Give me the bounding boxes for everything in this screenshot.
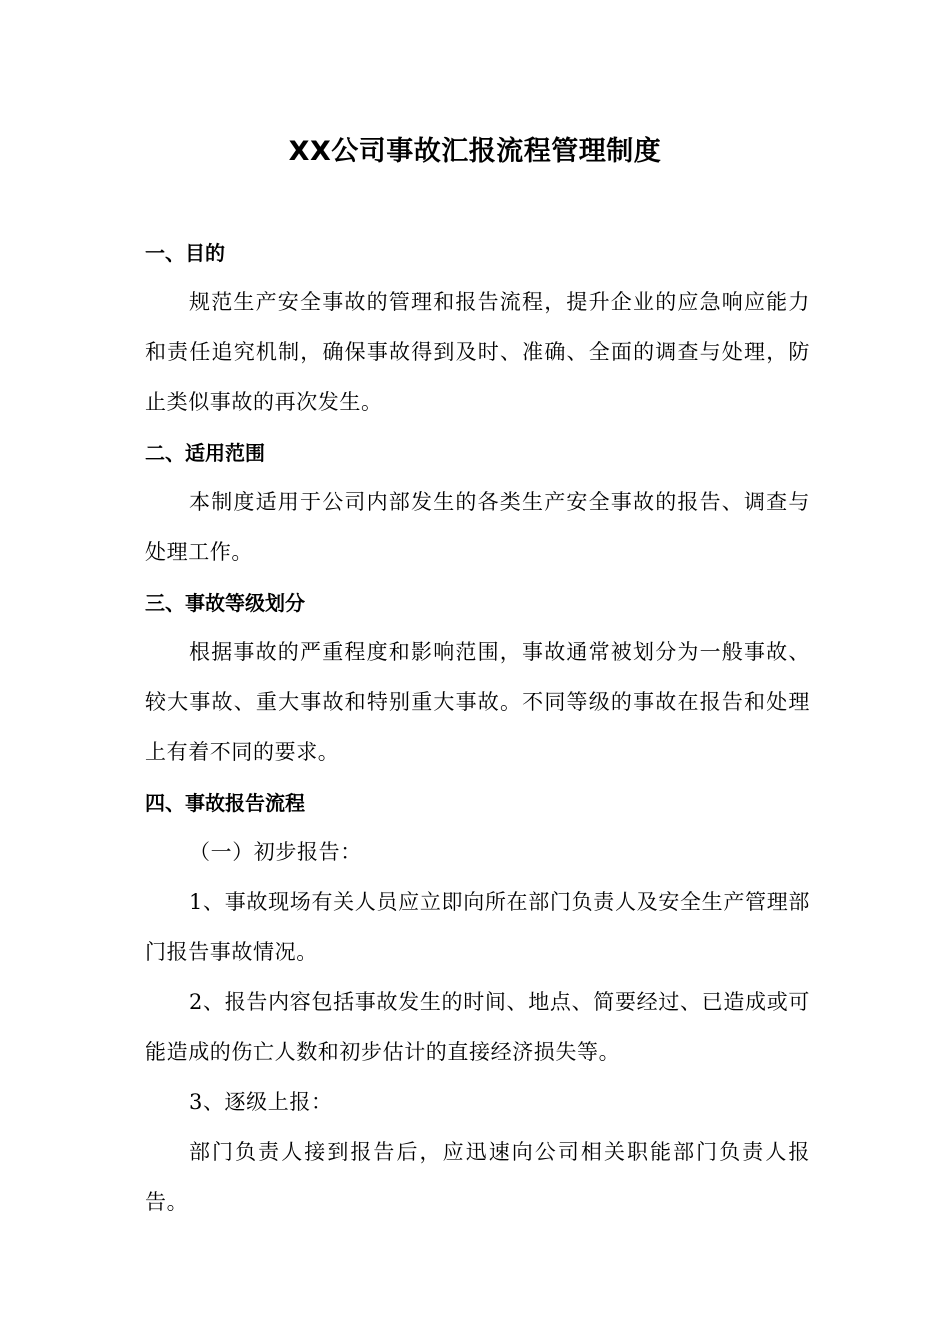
section-paragraph: 部门负责人接到报告后，应迅速向公司相关职能部门负责人报告。 — [145, 1140, 810, 1214]
section-paragraph: 本制度适用于公司内部发生的各类生产安全事故的报告、调查与处理工作。 — [145, 490, 810, 564]
subsection-heading-initial-report: （一）初步报告： — [189, 840, 362, 864]
document-title: XX公司事故汇报流程管理制度 — [288, 136, 662, 167]
section-heading-scope: 二、适用范围 — [145, 441, 265, 465]
section-heading-accident-levels: 三、事故等级划分 — [145, 591, 305, 615]
section-paragraph: 1、事故现场有关人员应立即向所在部门负责人及安全生产管理部门报告事故情况。 — [145, 890, 810, 964]
section-heading-reporting-process: 四、事故报告流程 — [145, 791, 305, 815]
section-heading-purpose: 一、目的 — [145, 241, 225, 265]
document-body — [145, 227, 810, 1227]
section-paragraph: 3、逐级上报： — [189, 1090, 333, 1114]
section-paragraph: 2、报告内容包括事故发生的时间、地点、简要经过、已造成或可能造成的伤亡人数和初步估计的直接经济损失等。 — [145, 990, 810, 1064]
section-paragraph: 规范生产安全事故的管理和报告流程，提升企业的应急响应能力和责任追究机制，确保事故得到及时、准确、全面的调查与处理，防止类似事故的再次发生。 — [145, 290, 810, 414]
section-paragraph: 根据事故的严重程度和影响范围，事故通常被划分为一般事故、较大事故、重大事故和特别重大事故。不同等级的事故在报告和处理上有着不同的要求。 — [145, 640, 810, 764]
